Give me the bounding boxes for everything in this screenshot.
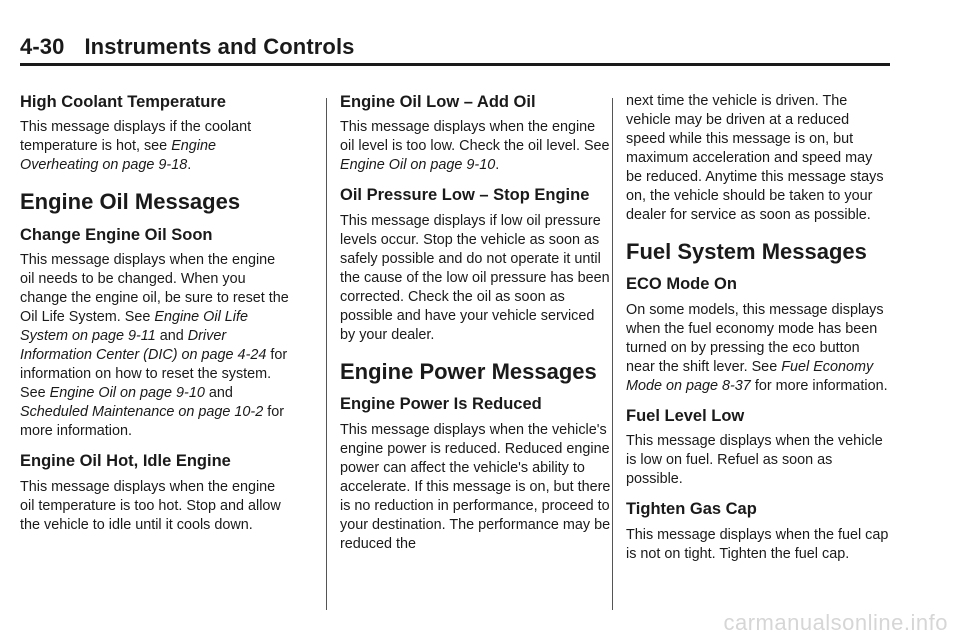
paragraph-tighten-gas-cap: This message displays when the fuel cap is not on tight. Tighten the fuel cap. (626, 526, 889, 562)
heading-engine-oil-hot: Engine Oil Hot, Idle Engine (20, 452, 231, 471)
cross-reference-link[interactable]: Engine Overheating on page 9‑18 (20, 138, 216, 174)
text: . (187, 157, 192, 174)
heading-high-coolant-temperature: High Coolant Temperature (20, 93, 226, 111)
heading-engine-oil-low: Engine Oil Low – Add Oil (340, 93, 536, 111)
text: On some models, this message displays when the fuel economy mode has been turned on by pressing the eco button near the shift lever. See (626, 301, 884, 375)
text: This message displays when the engine oil needs to be changed. When you change the engine oil, be sure to reset the Oil Life System. See (20, 252, 289, 326)
heading-change-engine-oil-soon: Change Engine Oil Soon (20, 225, 213, 244)
section-title-engine-power-messages: Engine Power Messages (340, 358, 597, 384)
text: for more information. (20, 404, 285, 440)
heading-engine-power-reduced: Engine Power Is Reduced (340, 395, 542, 414)
page-number: 4-30 (20, 34, 65, 59)
paragraph-oil-pressure: This message displays if low oil pressure levels occur. Stop the vehicle as soon as safely possible and do not operate it until the cause of the low oil pressure has been corrected. Check the oil as soon as possible and have your vehicle serviced by your dealer. (340, 212, 610, 343)
paragraph-coolant (20, 118, 292, 175)
section-title-fuel-system-messages: Fuel System Messages (626, 239, 867, 264)
heading-eco-mode-on: ECO Mode On (626, 275, 737, 294)
paragraph-fuel-level-low: This message displays when the vehicle is low on fuel. Refuel as soon as possible. (626, 433, 883, 488)
cross-reference-link[interactable]: Fuel Economy Mode on page 8‑37 (626, 358, 874, 394)
text: . (495, 157, 500, 174)
heading-fuel-level-low: Fuel Level Low (626, 406, 745, 425)
column-divider (612, 98, 613, 610)
cross-reference-link[interactable]: Driver Information Center (DIC) on page 4‑24 (20, 328, 267, 364)
watermark: carmanualsonline.info (723, 610, 948, 635)
paragraph-oil-hot: This message displays when the engine oil temperature is too hot. Stop and allow the vehicle to idle until it cools down. (20, 478, 281, 533)
header-rule (20, 63, 890, 66)
chapter-title: Instruments and Controls (84, 34, 355, 59)
text: This message displays when the engine oil level is too low. Check the oil level. See (340, 119, 610, 155)
paragraph-power-reduced-continued: next time the vehicle is driven. The vehicle may be driven at a reduced speed while this message is on, but maximum acceleration and speed may be reduced. Anytime this message stays on, the vehicle should be taken to your dealer for service as soon as possible. (626, 93, 884, 223)
paragraph-oil-low (340, 118, 612, 175)
paragraph-power-reduced: This message displays when the vehicle's engine power is reduced. Reduced engine power can affect the vehicle's ability to accelerate. If this message is on, but there is no reduction in performance, proceed to your destination. The performance may be reduced the (340, 421, 611, 552)
column-divider (326, 98, 327, 610)
text: for information on how to reset the system. See (20, 347, 288, 402)
text: and (155, 328, 188, 345)
heading-oil-pressure-low: Oil Pressure Low – Stop Engine (340, 186, 590, 205)
cross-reference-link[interactable]: Engine Oil on page 9‑10 (49, 385, 205, 402)
text: for more information. (750, 377, 888, 394)
column-1 (20, 92, 292, 543)
column-2 (340, 92, 612, 562)
heading-tighten-gas-cap: Tighten Gas Cap (626, 500, 757, 519)
column-3 (626, 92, 892, 572)
page-header (20, 34, 888, 60)
cross-reference-link[interactable]: Engine Oil Life System on page 9‑11 (20, 309, 248, 345)
section-title-engine-oil-messages: Engine Oil Messages (20, 189, 241, 215)
paragraph-change-oil (20, 251, 292, 441)
paragraph-eco-mode (626, 301, 892, 396)
text: This message displays if the coolant temperature is hot, see (20, 119, 252, 155)
text: and (204, 385, 233, 402)
cross-reference-link[interactable]: Scheduled Maintenance on page 10‑2 (20, 404, 264, 421)
cross-reference-link[interactable]: Engine Oil on page 9‑10 (340, 157, 496, 174)
